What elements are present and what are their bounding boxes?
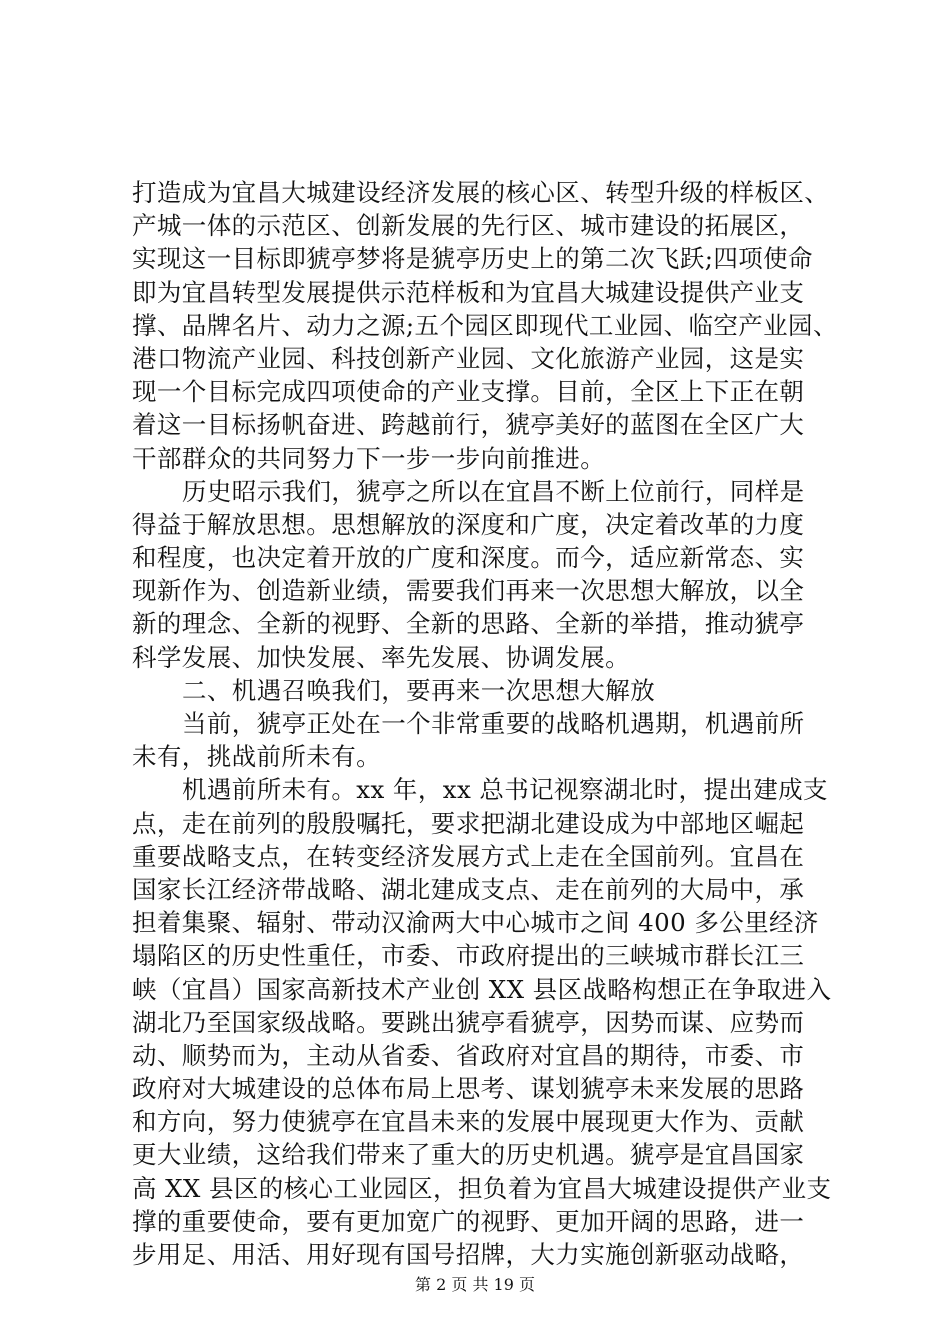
text-line: 科学发展、加快发展、率先发展、协调发展。 (132, 642, 630, 672)
text-line: 国家长江经济带战略、湖北建成支点、走在前列的大局中，承 (132, 874, 805, 904)
text-line: 撑的重要使命，要有更加宽广的视野、更加开阔的思路，进一 (132, 1206, 805, 1236)
text-line: 现一个目标完成四项使命的产业支撑。目前，全区上下正在朝 (132, 377, 805, 407)
text-line: 重要战略支点，在转变经济发展方式上走在全国前列。宜昌在 (132, 841, 805, 871)
text-line: 湖北乃至国家级战略。要跳出猇亭看猇亭，因势而谋、应势而 (132, 1007, 805, 1037)
document-body (132, 176, 852, 1271)
text-line: 步用足、用活、用好现有国号招牌，大力实施创新驱动战略， (132, 1240, 805, 1269)
text-line: 机遇前所未有。xx 年，xx 总书记视察湖北时，提出建成支 (182, 775, 828, 805)
text-line: 峡（宜昌）国家高新技术产业创 XX 县区战略构想正在争取进入 (132, 974, 832, 1004)
text-line: 和方向，努力使猇亭在宜昌未来的发展中展现更大作为、贡献 (132, 1107, 805, 1137)
text-line: 和程度，也决定着开放的广度和深度。而今，适应新常态、实 (132, 543, 805, 573)
text-line: 历史昭示我们，猇亭之所以在宜昌不断上位前行，同样是 (182, 476, 805, 506)
text-line: 更大业绩，这给我们带来了重大的历史机遇。猇亭是宜昌国家 (132, 1140, 805, 1170)
text-line: 高 XX 县区的核心工业园区，担负着为宜昌大城建设提供产业支 (132, 1173, 832, 1203)
page-footer: 第 2 页 共 19 页 (415, 1275, 535, 1294)
text-line: 即为宜昌转型发展提供示范样板和为宜昌大城建设提供产业支 (132, 277, 805, 307)
text-line: 当前，猇亭正处在一个非常重要的战略机遇期，机遇前所 (182, 709, 805, 738)
text-line: 打造成为宜昌大城建设经济发展的核心区、转型升级的样板区、 (132, 178, 830, 207)
text-line: 港口物流产业园、科技创新产业园、文化旅游产业园，这是实 (132, 343, 805, 373)
text-line: 撑、品牌名片、动力之源;五个园区即现代工业园、临空产业园、 (132, 310, 838, 340)
text-line: 得益于解放思想。思想解放的深度和广度，决定着改革的力度 (132, 509, 805, 539)
text-line: 着这一目标扬帆奋进、跨越前行，猇亭美好的蓝图在全区广大 (132, 410, 805, 440)
text-line: 政府对大城建设的总体布局上思考、谋划猇亭未来发展的思路 (132, 1074, 805, 1104)
text-line: 担着集聚、辐射、带动汉渝两大中心城市之间 400 多公里经济 (132, 908, 819, 938)
text-line: 现新作为、创造新业绩，需要我们再来一次思想大解放，以全 (132, 576, 805, 606)
text-line: 点，走在前列的殷殷嘱托，要求把湖北建设成为中部地区崛起 (132, 808, 805, 838)
text-line: 未有，挑战前所未有。 (132, 742, 381, 772)
text-line: 实现这一目标即猇亭梦将是猇亭历史上的第二次飞跃;四项使命 (132, 244, 813, 274)
text-line: 二、机遇召唤我们，要再来一次思想大解放 (182, 675, 656, 705)
text-line: 产城一体的示范区、创新发展的先行区、城市建设的拓展区， (132, 211, 805, 241)
text-line: 动、顺势而为，主动从省委、省政府对宜昌的期待，市委、市 (132, 1040, 805, 1070)
text-line: 干部群众的共同努力下一步一步向前推进。 (132, 443, 606, 473)
text-line: 新的理念、全新的视野、全新的思路、全新的举措，推动猇亭 (132, 609, 805, 639)
text-line: 塌陷区的历史性重任，市委、市政府提出的三峡城市群长江三 (132, 941, 805, 971)
